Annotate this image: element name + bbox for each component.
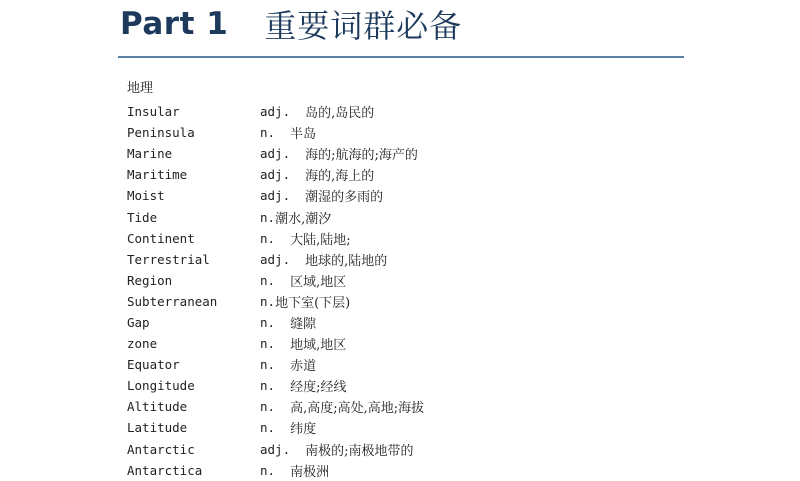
vocab-meaning: 大陆,陆地; xyxy=(290,232,351,248)
vocab-entry xyxy=(127,101,424,122)
vocab-word: Maritime xyxy=(127,167,188,183)
vocab-meaning: 纬度 xyxy=(290,422,317,438)
part-of-speech: n. xyxy=(260,293,276,309)
part-of-speech: n. xyxy=(260,378,291,394)
vocab-word: Subterranean xyxy=(127,293,218,309)
part-of-speech: n. xyxy=(260,314,291,330)
vocab-meaning: 海的;航海的;海产的 xyxy=(305,148,418,164)
vocab-meaning: 区域,地区 xyxy=(290,274,347,290)
part-of-speech: n. xyxy=(260,420,291,436)
vocab-meaning: 高,高度;高处,高地;海拔 xyxy=(290,401,425,417)
vocab-word: Moist xyxy=(127,188,165,204)
part-of-speech: n. xyxy=(260,272,291,288)
vocab-entry xyxy=(127,312,424,333)
vocab-word: Peninsula xyxy=(127,125,195,141)
title-divider xyxy=(118,56,684,58)
vocab-meaning: 缝隙 xyxy=(290,316,317,332)
section-heading: 地理 xyxy=(127,81,154,96)
vocab-meaning: 地球的,陆地的 xyxy=(305,253,388,269)
vocab-word: Continent xyxy=(127,230,195,246)
vocab-word: Insular xyxy=(127,104,180,120)
part-of-speech: adj. xyxy=(260,146,306,162)
vocab-word: zone xyxy=(127,336,158,352)
vocab-entry xyxy=(127,228,424,249)
part-of-speech: n. xyxy=(260,230,291,246)
vocab-entry xyxy=(127,354,424,375)
part-of-speech: adj. xyxy=(260,188,306,204)
page-title xyxy=(120,2,462,46)
vocab-entry xyxy=(127,122,424,143)
vocab-meaning: 经度;经线 xyxy=(290,380,347,396)
part-of-speech: adj. xyxy=(260,441,306,457)
vocab-entry xyxy=(127,185,424,206)
part-of-speech: n. xyxy=(260,336,291,352)
vocab-meaning: 赤道 xyxy=(290,359,317,375)
vocab-meaning: 潮湿的多雨的 xyxy=(305,190,384,206)
title-text: 重要词群必备 xyxy=(264,7,463,45)
vocab-word: Gap xyxy=(127,314,150,330)
vocab-meaning: 潮水,潮汐 xyxy=(275,211,332,227)
vocab-word: Equator xyxy=(127,357,180,373)
vocab-entry xyxy=(127,291,424,312)
vocab-meaning: 地域,地区 xyxy=(290,338,347,354)
vocab-meaning: 半岛 xyxy=(290,127,317,143)
vocab-entry xyxy=(127,439,424,460)
vocab-word: Antarctic xyxy=(127,441,195,457)
vocab-entry xyxy=(127,375,424,396)
vocab-entry xyxy=(127,270,424,291)
part-of-speech: n. xyxy=(260,125,291,141)
vocab-meaning: 地下室(下层) xyxy=(275,295,351,311)
vocab-meaning: 南极的;南极地带的 xyxy=(305,443,414,459)
part-of-speech: adj. xyxy=(260,104,306,120)
vocab-entry xyxy=(127,164,424,185)
part-of-speech: adj. xyxy=(260,167,306,183)
vocab-entry xyxy=(127,333,424,354)
vocab-word: Marine xyxy=(127,146,173,162)
vocab-meaning: 海的,海上的 xyxy=(305,169,375,185)
vocab-word: Antarctica xyxy=(127,462,203,478)
vocab-entry xyxy=(127,396,424,417)
part-of-speech: n. xyxy=(260,399,291,415)
part-of-speech: n. xyxy=(260,209,276,225)
vocab-entry xyxy=(127,206,424,227)
vocab-entry xyxy=(127,417,424,438)
vocab-entry xyxy=(127,249,424,270)
part-of-speech: adj. xyxy=(260,251,306,267)
vocab-word: Tide xyxy=(127,209,158,225)
vocabulary-list xyxy=(127,101,424,481)
vocab-word: Region xyxy=(127,272,173,288)
vocab-word: Altitude xyxy=(127,399,188,415)
vocab-meaning: 岛的,岛民的 xyxy=(305,106,375,122)
vocab-word: Longitude xyxy=(127,378,195,394)
part-of-speech: n. xyxy=(260,357,291,373)
vocab-word: Latitude xyxy=(127,420,188,436)
vocab-entry xyxy=(127,460,424,481)
vocab-entry xyxy=(127,143,424,164)
vocab-word: Terrestrial xyxy=(127,251,210,267)
part-of-speech: n. xyxy=(260,462,291,478)
part-label: Part 1 xyxy=(120,6,229,42)
vocab-meaning: 南极洲 xyxy=(290,464,330,480)
